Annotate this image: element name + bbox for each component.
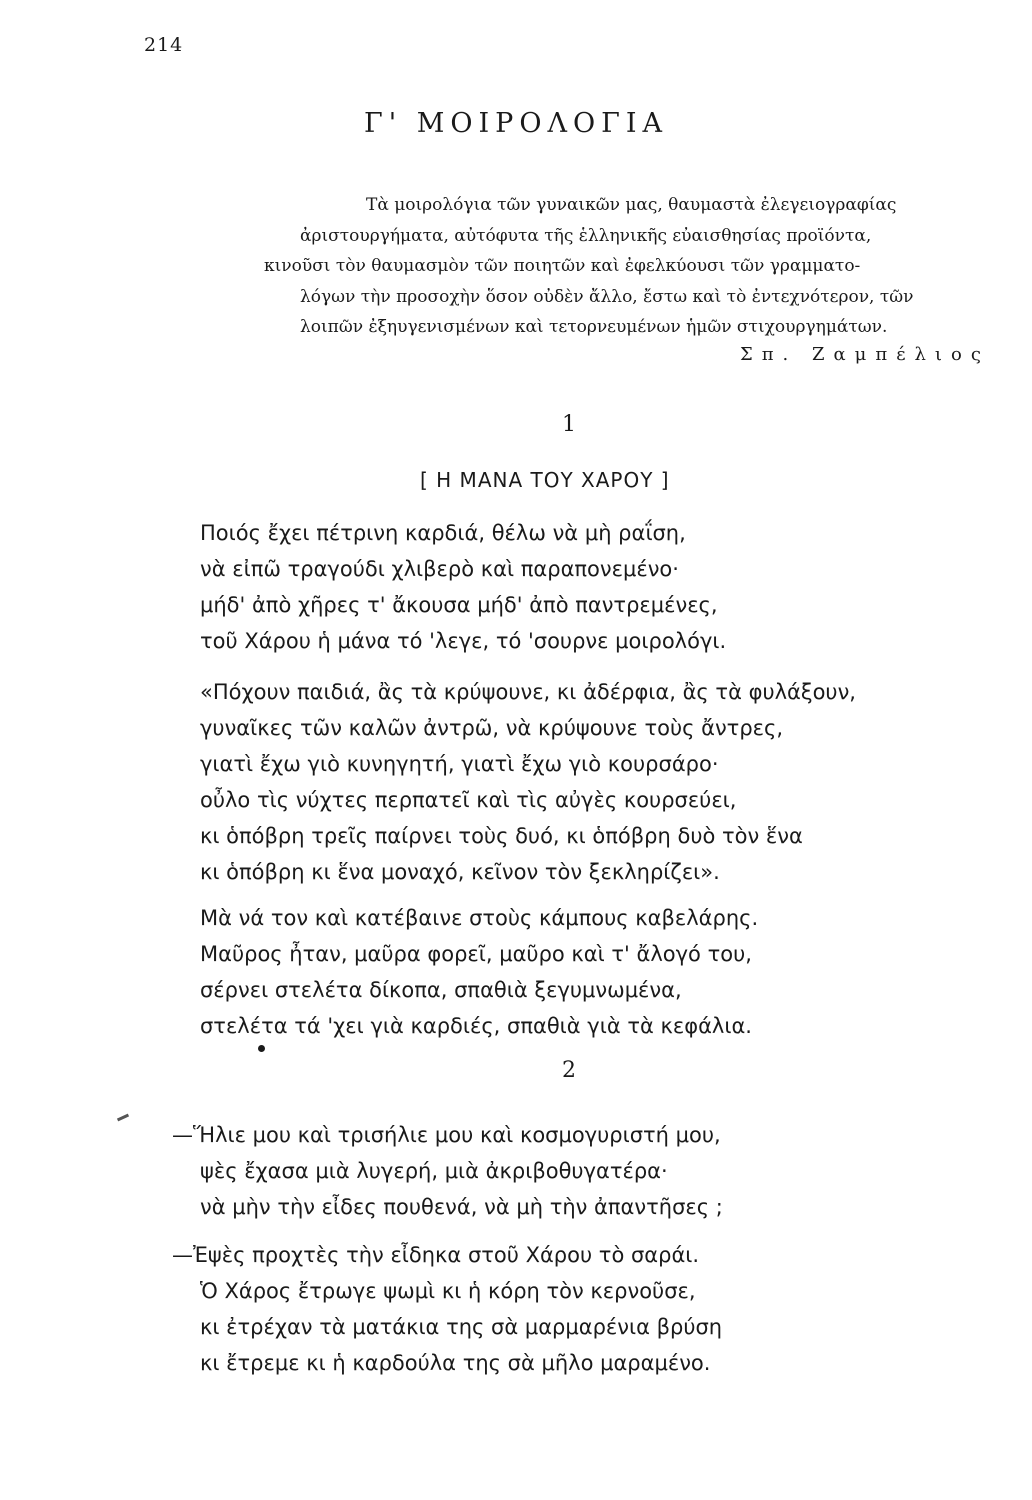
verse-line: —Ἥλιε μου καὶ τρισήλιε μου καὶ κοσμογυριστή μου, <box>172 1123 721 1147</box>
verse-line: κι ἔτρεμε κι ἡ καρδούλα της σὰ μῆλο μαραμένο. <box>200 1351 711 1375</box>
verse-line: ψὲς ἔχασα μιὰ λυγερή, μιὰ ἀκριβοθυγατέρα· <box>200 1159 668 1183</box>
verse-line: Μὰ νά τον καὶ κατέβαινε στοὺς κάμπους καβελάρης. <box>200 906 759 930</box>
verse-line: τοῦ Χάρου ἡ μάνα τό 'λεγε, τό 'σουρνε μοιρολόγι. <box>200 629 727 653</box>
epigraph-line: ἀριστουργήματα, αὐτόφυτα τῆς ἑλληνικῆς εὐαισθησίας προϊόντα, <box>300 225 872 246</box>
epigraph-author: Σπ. Ζαμπέλιος <box>740 344 990 365</box>
verse-line: γιατὶ ἔχω γιὸ κυνηγητή, γιατὶ ἔχω γιὸ κουρσάρο· <box>200 752 719 776</box>
section-number-1: 1 <box>562 412 576 437</box>
stanza-2-1 <box>172 1117 723 1225</box>
epigraph-line: Τὰ μοιρολόγια τῶν γυναικῶν μας, θαυμαστὰ ἐλεγειογραφίας <box>366 195 897 215</box>
verse-line: νὰ μὴν τὴν εἶδες πουθενά, νὰ μὴ τὴν ἀπαντῆσες ; <box>200 1195 723 1219</box>
verse-line: νὰ εἰπῶ τραγούδι χλιβερὸ καὶ παραπονεμένο· <box>200 557 679 581</box>
epigraph-line: λόγων τὴν προσοχὴν ὅσον οὐδὲν ἄλλο, ἔστω καὶ τὸ ἐντεχνότερον, τῶν <box>300 286 914 307</box>
stanza-2-2 <box>172 1237 722 1381</box>
verse-line: γυναῖκες τῶν καλῶν ἀντρῶ, νὰ κρύψουνε τοὺς ἄντρες, <box>200 716 783 740</box>
verse-line: στελέτα τά 'χει γιὰ καρδιές, σπαθιὰ γιὰ τὰ κεφάλια. <box>200 1014 752 1038</box>
verse-line: σέρνει στελέτα δίκοπα, σπαθιὰ ξεγυμνωμένα, <box>200 978 682 1002</box>
poem-title: [ Η ΜΑΝΑ ΤΟΥ ΧΑΡΟΥ ] <box>420 468 670 492</box>
verse-line: οὖλο τὶς νύχτες περπατεῖ καὶ τὶς αὐγὲς κουρσεύει, <box>200 788 737 812</box>
verse-line: Μαῦρος ἦταν, μαῦρα φορεῖ, μαῦρο καὶ τ' ἄλογό του, <box>200 942 752 966</box>
stanza-1-3 <box>200 900 758 1044</box>
verse-line: «Πόχουν παιδιά, ἂς τὰ κρύψουνε, κι ἀδέρφια, ἂς τὰ φυλάξουν, <box>200 680 856 704</box>
epigraph-line: κινοῦσι τὸν θαυμασμὸν τῶν ποιητῶν καὶ ἐφελκύουσι τῶν γραμματο- <box>264 256 861 276</box>
stanza-1-1 <box>200 515 726 659</box>
margin-mark <box>117 1114 129 1122</box>
page-number: 214 <box>144 34 184 56</box>
verse-line: Ὁ Χάρος ἔτρωγε ψωμὶ κι ἡ κόρη τὸν κερνοῦσε, <box>200 1279 696 1303</box>
verse-line: μήδ' ἀπὸ χῆρες τ' ἄκουσα μήδ' ἀπὸ παντρεμένες, <box>200 593 718 617</box>
verse-line: Ποιός ἔχει πέτρινη καρδιά, θέλω νὰ μὴ ραΐση, <box>200 521 686 545</box>
verse-line: —Ἐψὲς προχτὲς τὴν εἶδηκα στοῦ Χάρου τὸ σαράι. <box>172 1243 700 1267</box>
epigraph-line: λοιπῶν ἐξηυγενισμένων καὶ τετορνευμένων ἡμῶν στιχουργημάτων. <box>300 317 888 337</box>
chapter-title: Γ' ΜΟΙΡΟΛΟΓΙΑ <box>363 108 669 139</box>
section-number-2: 2 <box>562 1058 576 1083</box>
stanza-1-2 <box>200 674 856 890</box>
verse-line: κι ὁπόβρη κι ἕνα μοναχό, κεῖνον τὸν ξεκληρίζει». <box>200 860 720 884</box>
bullet-mark <box>258 1045 265 1052</box>
epigraph <box>264 190 990 343</box>
verse-line: κι ἐτρέχαν τὰ ματάκια της σὰ μαρμαρένια βρύση <box>200 1315 723 1339</box>
verse-line: κι ὁπόβρη τρεῖς παίρνει τοὺς δυό, κι ὁπόβρη δυὸ τὸν ἕνα <box>200 824 803 848</box>
